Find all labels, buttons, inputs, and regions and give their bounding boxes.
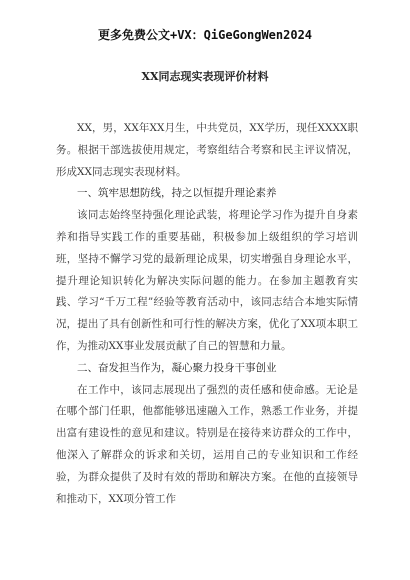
section-heading-1: 一、筑牢思想防线，持之以恒提升理论素养 (77, 187, 277, 200)
section-heading-2: 二、奋发担当作为，凝心聚力投身干事创业 (77, 361, 277, 374)
page-header: 更多免费公文+VX：QiGeGongWen2024 (97, 28, 313, 42)
section-paragraph-1: 该同志始终坚持强化理论武装，将理论学习作为提升自身素养和指导实践工作的重要基础，积极参加上级组织的学习培训班，坚持不懈学习党的最新理论成果，切实增强自身理论水平，提升理论知识转化为解决实际问题的能力。在参加主题教育实践、学习“千万工程”经验等教育活动中，该同志结合本地实际情况，提出了具有创新性和可行性的解决方案，优化了XX项本职工作，为推动XX事业发展贡献了自己的智慧和力量。 (56, 209, 358, 352)
section-paragraph-2: 在工作中，该同志展现出了强烈的责任感和使命感。无论是在哪个部门任职，他都能够迅速融入工作，熟悉工作业务，并提出富有建设性的意见和建议。特别是在接待来访群众的工作中，他深入了解群众的诉求和关切，运用自己的专业知识和工作经验，为群众提供了及时有效的帮助和解决方案。在他的直接领导和推动下，XX项分管工作 (56, 383, 358, 505)
intro-paragraph: XX，男，XX年XX月生，中共党员，XX学历，现任XXXX职务。根据干部选拔使用规定，考察组结合考察和民主评议情况，形成XX同志现实表现材料。 (56, 122, 358, 178)
document-title: XX同志现实表现评价材料 (141, 70, 269, 83)
document-body (56, 118, 358, 510)
